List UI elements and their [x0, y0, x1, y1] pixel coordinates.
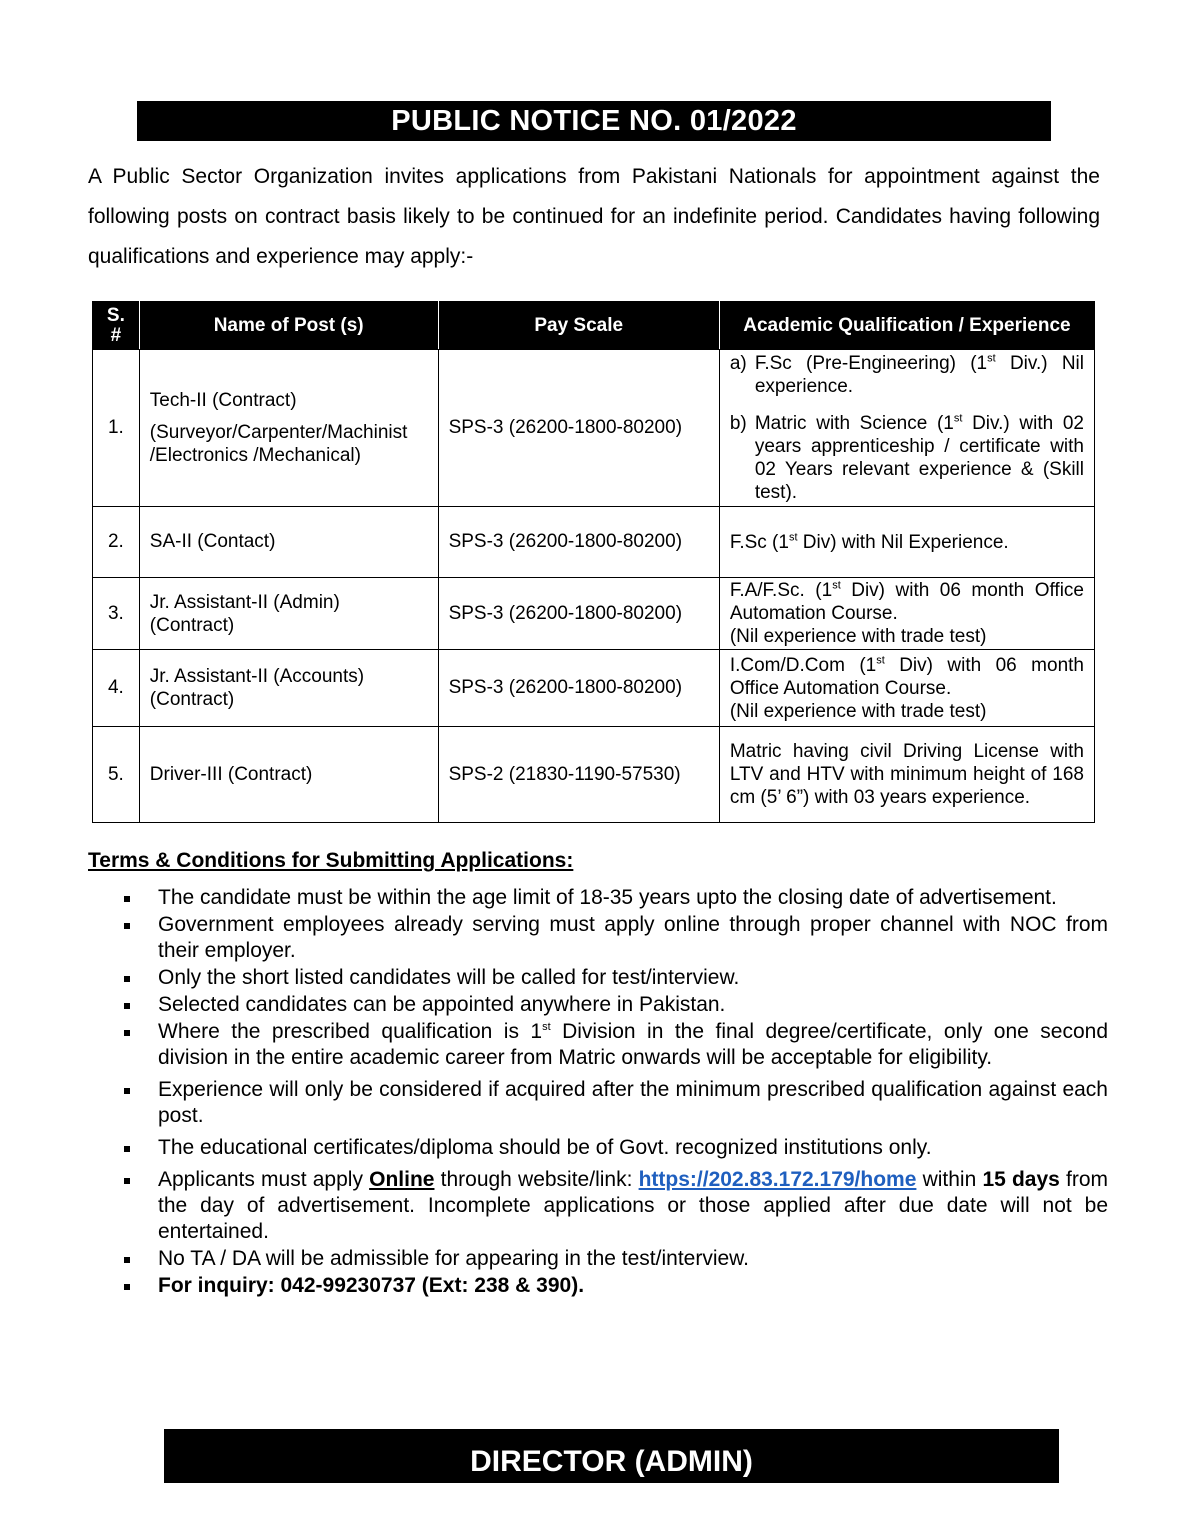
- bullet-icon: [124, 1284, 130, 1290]
- row-qualification: F.A/F.Sc. (1st Div) with 06 month Office Automation Course. (Nil experience with trade test): [719, 578, 1094, 650]
- application-link[interactable]: https://202.83.172.179/home: [638, 1168, 917, 1191]
- bullet-icon: [124, 1030, 130, 1036]
- list-item: Government employees already serving must apply online through proper channel with NOC from their employer.: [88, 912, 1108, 964]
- deadline-days: 15 days: [982, 1168, 1060, 1191]
- list-item: Where the prescribed qualification is 1st Division in the final degree/certificate, only one second division in the entire academic career from Matric onwards will be acceptable for eligibility.: [88, 1019, 1108, 1071]
- row-qualification: F.Sc (1st Div) with Nil Experience.: [719, 507, 1094, 578]
- row-pay-scale: SPS-3 (26200-1800-80200): [438, 650, 719, 727]
- terms-heading: Terms & Conditions for Submitting Applications:: [88, 849, 574, 872]
- row-post-name: SA-II (Contact): [139, 507, 438, 578]
- row-sn: 1.: [93, 350, 140, 507]
- row-post-name: Tech-II (Contract) (Surveyor/Carpenter/Machinist /Electronics /Mechanical): [139, 350, 438, 507]
- row-sn: 2.: [93, 507, 140, 578]
- header-sn: S. #: [93, 302, 140, 350]
- list-item: Experience will only be considered if acquired after the minimum prescribed qualification against each post.: [88, 1077, 1108, 1129]
- table-row: [93, 727, 1095, 823]
- signature-title: DIRECTOR (ADMIN): [164, 1429, 1059, 1483]
- row-sn: 4.: [93, 650, 140, 727]
- row-pay-scale: SPS-3 (26200-1800-80200): [438, 578, 719, 650]
- bullet-icon: [124, 976, 130, 982]
- terms-list: [88, 885, 1108, 1300]
- bullet-icon: [124, 923, 130, 929]
- bullet-icon: [124, 1088, 130, 1094]
- table-row: [93, 507, 1095, 578]
- list-item: Selected candidates can be appointed anywhere in Pakistan.: [88, 992, 1108, 1018]
- row-post-name: Driver-III (Contract): [139, 727, 438, 823]
- bullet-icon: [124, 1146, 130, 1152]
- row-pay-scale: SPS-2 (21830-1190-57530): [438, 727, 719, 823]
- row-sn: 5.: [93, 727, 140, 823]
- online-emphasis: Online: [369, 1168, 435, 1191]
- header-qual: Academic Qualification / Experience: [719, 302, 1094, 350]
- list-item: The educational certificates/diploma should be of Govt. recognized institutions only.: [88, 1135, 1108, 1161]
- bullet-icon: [124, 1178, 130, 1184]
- row-post-name: Jr. Assistant-II (Admin) (Contract): [139, 578, 438, 650]
- list-item: Applicants must apply Online through website/link: https://202.83.172.179/home within 15 days from the day of advertisement. Incomplete applications or those applied after due date will not be entertained.: [88, 1167, 1108, 1245]
- row-pay-scale: SPS-3 (26200-1800-80200): [438, 350, 719, 507]
- row-qualification: Matric having civil Driving License with LTV and HTV with minimum height of 168 cm (5’ 6”) with 03 years experience.: [719, 727, 1094, 823]
- table-row: [93, 650, 1095, 727]
- bullet-icon: [124, 896, 130, 902]
- header-name: Name of Post (s): [139, 302, 438, 350]
- bullet-icon: [124, 1257, 130, 1263]
- row-post-name: Jr. Assistant-II (Accounts) (Contract): [139, 650, 438, 727]
- list-item: For inquiry: 042-99230737 (Ext: 238 & 390).: [88, 1273, 1108, 1299]
- bullet-icon: [124, 1003, 130, 1009]
- list-item: Only the short listed candidates will be called for test/interview.: [88, 965, 1108, 991]
- table-row: [93, 350, 1095, 507]
- table-header-row: [93, 302, 1095, 350]
- header-pay: Pay Scale: [438, 302, 719, 350]
- list-item: No TA / DA will be admissible for appearing in the test/interview.: [88, 1246, 1108, 1272]
- list-item: The candidate must be within the age limit of 18-35 years upto the closing date of advertisement.: [88, 885, 1108, 911]
- row-sn: 3.: [93, 578, 140, 650]
- notice-title: PUBLIC NOTICE NO. 01/2022: [137, 101, 1051, 141]
- intro-paragraph: A Public Sector Organization invites applications from Pakistani Nationals for appointment against the following posts on contract basis likely to be continued for an indefinite period. Candidates having following qualifications and experience may apply:-: [88, 165, 1100, 268]
- posts-table: [92, 301, 1095, 823]
- table-row: [93, 578, 1095, 650]
- row-qualification: I.Com/D.Com (1st Div) with 06 month Office Automation Course. (Nil experience with trade test): [719, 650, 1094, 727]
- row-pay-scale: SPS-3 (26200-1800-80200): [438, 507, 719, 578]
- row-qualification: a) F.Sc (Pre-Engineering) (1st Div.) Nil experience. b) Matric with Science (1st Div.) with 02 years apprenticeship / certificate with 02 Years relevant experience & (Skill test).: [719, 350, 1094, 507]
